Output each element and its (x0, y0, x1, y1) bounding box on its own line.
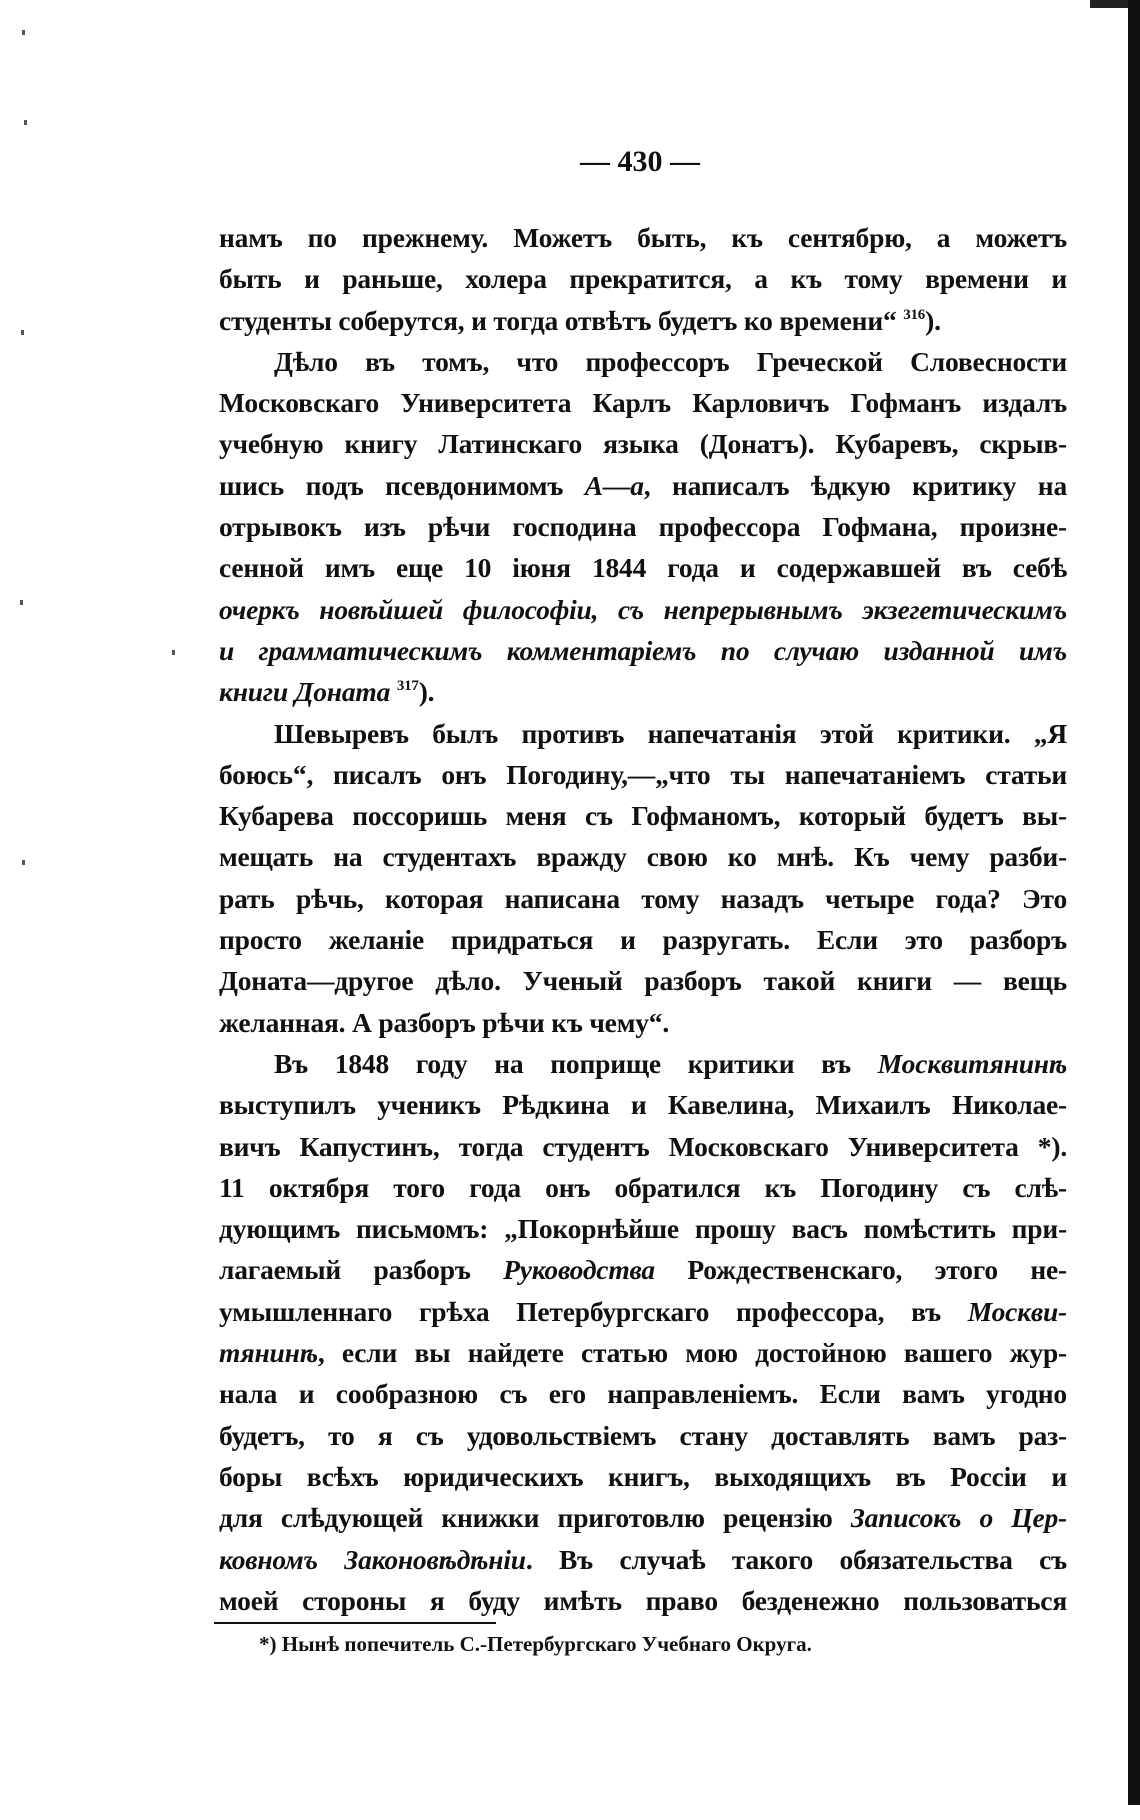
text-line (219, 1084, 1067, 1125)
text-segment: желанная. А разборъ рѣчи къ чему“. (219, 1006, 669, 1038)
text-line (219, 1043, 1067, 1084)
scan-speck (24, 120, 27, 125)
text-line (219, 1497, 1067, 1538)
text-segment: Шевыревъ былъ противъ напечатанія этой критики. „Я (274, 717, 1067, 749)
italic-text: книги Доната (219, 676, 391, 708)
text-line (219, 1167, 1067, 1208)
text-line (219, 1249, 1067, 1290)
italic-text: очеркъ новѣйшей философіи, съ непрерывнымъ экзегетическимъ (219, 593, 1067, 625)
text-line (219, 1332, 1067, 1373)
text-segment: Дѣло въ томъ, что профессоръ Греческой Словесности (274, 345, 1067, 377)
text-line (219, 1456, 1067, 1497)
text-line (219, 589, 1067, 630)
text-line (219, 795, 1067, 836)
text-line (219, 382, 1067, 423)
text-segment: быть и раньше, холера прекратится, а къ тому времени и (219, 263, 1067, 295)
italic-text: и грамматическимъ комментаріемъ по случаю изданной имъ (219, 634, 1067, 666)
text-line (219, 547, 1067, 588)
text-line (219, 258, 1067, 299)
text-line (219, 1208, 1067, 1249)
text-line (219, 300, 1067, 341)
text-line (219, 754, 1067, 795)
italic-text: Записокъ о Цер- (850, 1502, 1067, 1534)
text-segment: моей стороны я буду имѣть право безденежно пользоваться (219, 1584, 1067, 1616)
italic-text: тянинѣ (219, 1337, 318, 1369)
text-segment: . Въ случаѣ такого обязательства съ (525, 1543, 1067, 1575)
text-line (219, 341, 1067, 382)
text-line (219, 836, 1067, 877)
text-segment: шись подъ псевдонимомъ (219, 469, 585, 501)
text-line (219, 1580, 1067, 1621)
scan-speck (22, 30, 25, 35)
text-segment: лагаемый разборъ (219, 1254, 504, 1286)
text-segment: Московскаго Университета Карлъ Карловичъ Гофманъ издалъ (219, 387, 1067, 419)
footnote-rule (214, 1622, 496, 1624)
text-line (219, 713, 1067, 754)
text-segment: боры всѣхъ юридическихъ книгъ, выходящихъ въ Россіи и (219, 1460, 1067, 1492)
text-segment: ). (418, 676, 435, 708)
text-line (219, 630, 1067, 671)
text-segment: студенты соберутся, и тогда отвѣтъ будетъ ко времени“ (219, 304, 904, 336)
text-line (219, 1373, 1067, 1414)
text-line (219, 506, 1067, 547)
text-segment: намъ по прежнему. Можетъ быть, къ сентябрю, а можетъ (219, 222, 1067, 253)
text-segment: сенной имъ еще 10 іюня 1844 года и содержавшей въ себѣ (219, 552, 1067, 584)
scan-edge-shadow (1128, 0, 1140, 1805)
italic-text: Руководства (503, 1254, 655, 1286)
scan-speck (22, 860, 25, 865)
text-segment: , если вы найдете статью мою достойною вашего жур- (317, 1337, 1067, 1369)
text-segment: , написалъ ѣдкую критику на (643, 469, 1067, 501)
text-segment: для слѣдующей книжки приготовлю рецензію (219, 1502, 851, 1534)
text-segment: умышленнаго грѣха Петербургскаго профессора, въ (219, 1295, 968, 1327)
scan-speck (21, 330, 24, 335)
text-segment: Кубарева поссоришь меня съ Гофманомъ, который будетъ вы- (219, 800, 1067, 832)
text-line (219, 465, 1067, 506)
italic-text: А—а (584, 469, 644, 501)
text-segment: 11 октября того года онъ обратился къ Погодину съ слѣ- (219, 1171, 1067, 1203)
text-line (219, 1002, 1067, 1043)
text-segment: отрывокъ изъ рѣчи господина профессора Гофмана, произне- (219, 511, 1067, 543)
text-segment: дующимъ письмомъ: „Покорнѣйше прошу васъ помѣстить при- (219, 1213, 1067, 1245)
text-segment: боюсь“, писалъ онъ Погодину,—„что ты напечатаніемъ статьи (219, 758, 1067, 790)
text-line (219, 1415, 1067, 1456)
text-segment: просто желаніе придраться и разругать. Если это разборъ (219, 924, 1067, 956)
text-segment: рать рѣчь, которая написана тому назадъ четыре года? Это (219, 882, 1067, 914)
text-segment (390, 676, 397, 707)
text-line (219, 423, 1067, 464)
italic-text: ковномъ Законовѣдѣніи (219, 1543, 526, 1575)
text-segment: нала и сообразною съ его направленіемъ. Если вамъ угодно (219, 1378, 1067, 1410)
text-segment: Въ 1848 году на поприще критики въ (274, 1047, 878, 1079)
text-segment: Доната—другое дѣло. Ученый разборъ такой книги — вещь (219, 965, 1067, 997)
body-text (219, 217, 1067, 1621)
text-segment: будетъ, то я съ удовольствіемъ стану доставлять вамъ раз- (219, 1419, 1067, 1451)
text-segment: учебную книгу Латинскаго языка (Донатъ). Кубаревъ, скрыв- (219, 428, 1067, 460)
footnote: *) Нынѣ попечитель С.-Петербургскаго Учебнаго Округа. (259, 1632, 812, 1656)
page-number: — 430 — (580, 145, 700, 178)
text-line (219, 217, 1067, 258)
text-segment: выступилъ ученикъ Рѣдкина и Кавелина, Михаилъ Николае- (219, 1089, 1067, 1121)
text-line (219, 919, 1067, 960)
text-segment: мещать на студентахъ вражду свою ко мнѣ. Къ чему разби- (219, 841, 1067, 873)
scan-edge-mark (1090, 0, 1130, 8)
text-segment: вичъ Капустинъ, тогда студентъ Московскаго Университета *). (219, 1130, 1067, 1162)
italic-text: Москви- (967, 1295, 1067, 1327)
text-line (219, 960, 1067, 1001)
italic-text: Москвитянинѣ (877, 1047, 1067, 1079)
text-line (219, 878, 1067, 919)
text-segment: Рождественскаго, этого не- (654, 1254, 1067, 1286)
text-line (219, 671, 1067, 712)
text-segment: ). (925, 304, 941, 336)
scan-speck (20, 600, 23, 605)
footnote-reference: 316 (903, 306, 926, 323)
text-line (219, 1291, 1067, 1332)
footnote-reference: 317 (396, 678, 419, 695)
text-line (219, 1126, 1067, 1167)
scan-speck (172, 650, 175, 655)
text-line (219, 1539, 1067, 1580)
